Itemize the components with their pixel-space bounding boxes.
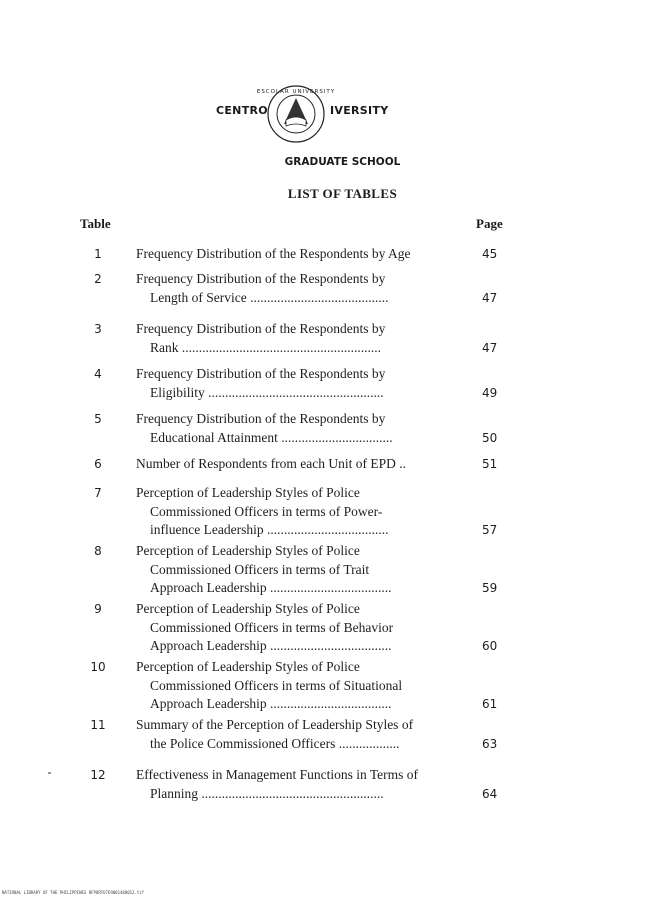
table-title: [136, 658, 471, 714]
table-number: 3: [94, 322, 102, 336]
table-title-line: Effectiveness in Management Functions in Terms of: [136, 767, 418, 782]
table-number: 10: [90, 660, 106, 674]
table-number: 12: [90, 768, 106, 782]
table-title-line: Commissioned Officers in terms of Power-: [150, 503, 383, 519]
table-title: [136, 484, 471, 540]
table-number: 8: [94, 544, 102, 558]
table-title: [136, 245, 471, 264]
page-number: 60: [482, 639, 498, 653]
page-title: LIST OF TABLES: [287, 186, 398, 201]
university-name-left: CENTRO: [216, 104, 268, 117]
table-title-line: Perception of Leadership Styles of Police: [136, 543, 360, 558]
table-number: 2: [94, 272, 102, 286]
table-title: [136, 410, 471, 447]
table-title-line: Frequency Distribution of the Respondents by: [136, 366, 386, 381]
university-name-right: IVERSITY: [330, 104, 389, 117]
table-title: [136, 455, 471, 474]
university-seal-icon: [256, 84, 336, 144]
table-title: [136, 365, 471, 402]
table-number: 5: [94, 412, 102, 426]
table-title: [136, 270, 471, 307]
table-title-line: Frequency Distribution of the Respondents by Age: [136, 246, 411, 261]
table-number: 9: [94, 602, 102, 616]
table-title: [136, 542, 471, 598]
table-title-line: Perception of Leadership Styles of Police: [136, 659, 360, 674]
page-number: 50: [482, 430, 498, 445]
page-number: 45: [482, 247, 498, 261]
table-title-line: Approach Leadership ....................................: [150, 696, 392, 711]
page-column-header: Page: [476, 216, 503, 231]
table-number: 7: [94, 486, 102, 500]
table-title-line: Commissioned Officers in terms of Behavior: [150, 619, 394, 635]
school-name: GRADUATE SCHOOL: [284, 156, 401, 168]
archive-footer: NATIONAL LIBRARY OF THE PHILIPPINES RFPORTO7E9001488012.tif: [2, 890, 145, 895]
page-number: 64: [482, 786, 498, 801]
table-number: 4: [94, 367, 102, 381]
table-title-line: Eligibility ....................................................: [150, 384, 384, 400]
table-title: [136, 600, 471, 656]
table-number: 6: [94, 457, 102, 471]
table-title: [136, 716, 471, 753]
table-title-line: Number of Respondents from each Unit of EPD ..: [136, 456, 406, 471]
table-title-line: influence Leadership ....................................: [150, 522, 389, 537]
table-title-line: Perception of Leadership Styles of Police: [136, 601, 360, 616]
table-title-line: Commissioned Officers in terms of Situational: [150, 677, 403, 693]
table-title-line: Approach Leadership ....................................: [150, 638, 392, 653]
table-title-line: Frequency Distribution of the Respondents by: [136, 271, 386, 286]
table-title-line: the Police Commissioned Officers ..................: [150, 735, 400, 751]
page-number: 47: [482, 340, 498, 355]
scan-speck: [48, 772, 51, 774]
page-number: 51: [482, 457, 498, 471]
page-number: 49: [482, 385, 498, 400]
page-number: 61: [482, 697, 498, 711]
table-title-line: Planning ......................................................: [150, 785, 384, 801]
seal-text: ESCOLAR UNIVERSITY: [256, 89, 336, 95]
table-number: 11: [90, 718, 106, 732]
table-title: [136, 320, 471, 357]
letterhead: [0, 84, 645, 144]
table-title-line: Length of Service .........................................: [150, 289, 389, 305]
table-title: [136, 766, 471, 803]
table-title-line: Educational Attainment .................................: [150, 429, 393, 445]
table-title-line: Frequency Distribution of the Respondents by: [136, 321, 386, 336]
table-number: 1: [94, 247, 102, 261]
table-column-header: Table: [80, 216, 111, 231]
table-title-line: Rank ...........................................................: [150, 339, 381, 355]
table-title-line: Approach Leadership ....................................: [150, 580, 392, 595]
page-number: 57: [482, 523, 498, 537]
table-title-line: Frequency Distribution of the Respondents by: [136, 411, 386, 426]
table-title-line: Perception of Leadership Styles of Police: [136, 485, 360, 500]
page-number: 63: [482, 736, 498, 751]
page-number: 59: [482, 581, 498, 595]
table-title-line: Summary of the Perception of Leadership Styles of: [136, 717, 414, 732]
page-number: 47: [482, 290, 498, 305]
table-title-line: Commissioned Officers in terms of Trait: [150, 561, 370, 577]
